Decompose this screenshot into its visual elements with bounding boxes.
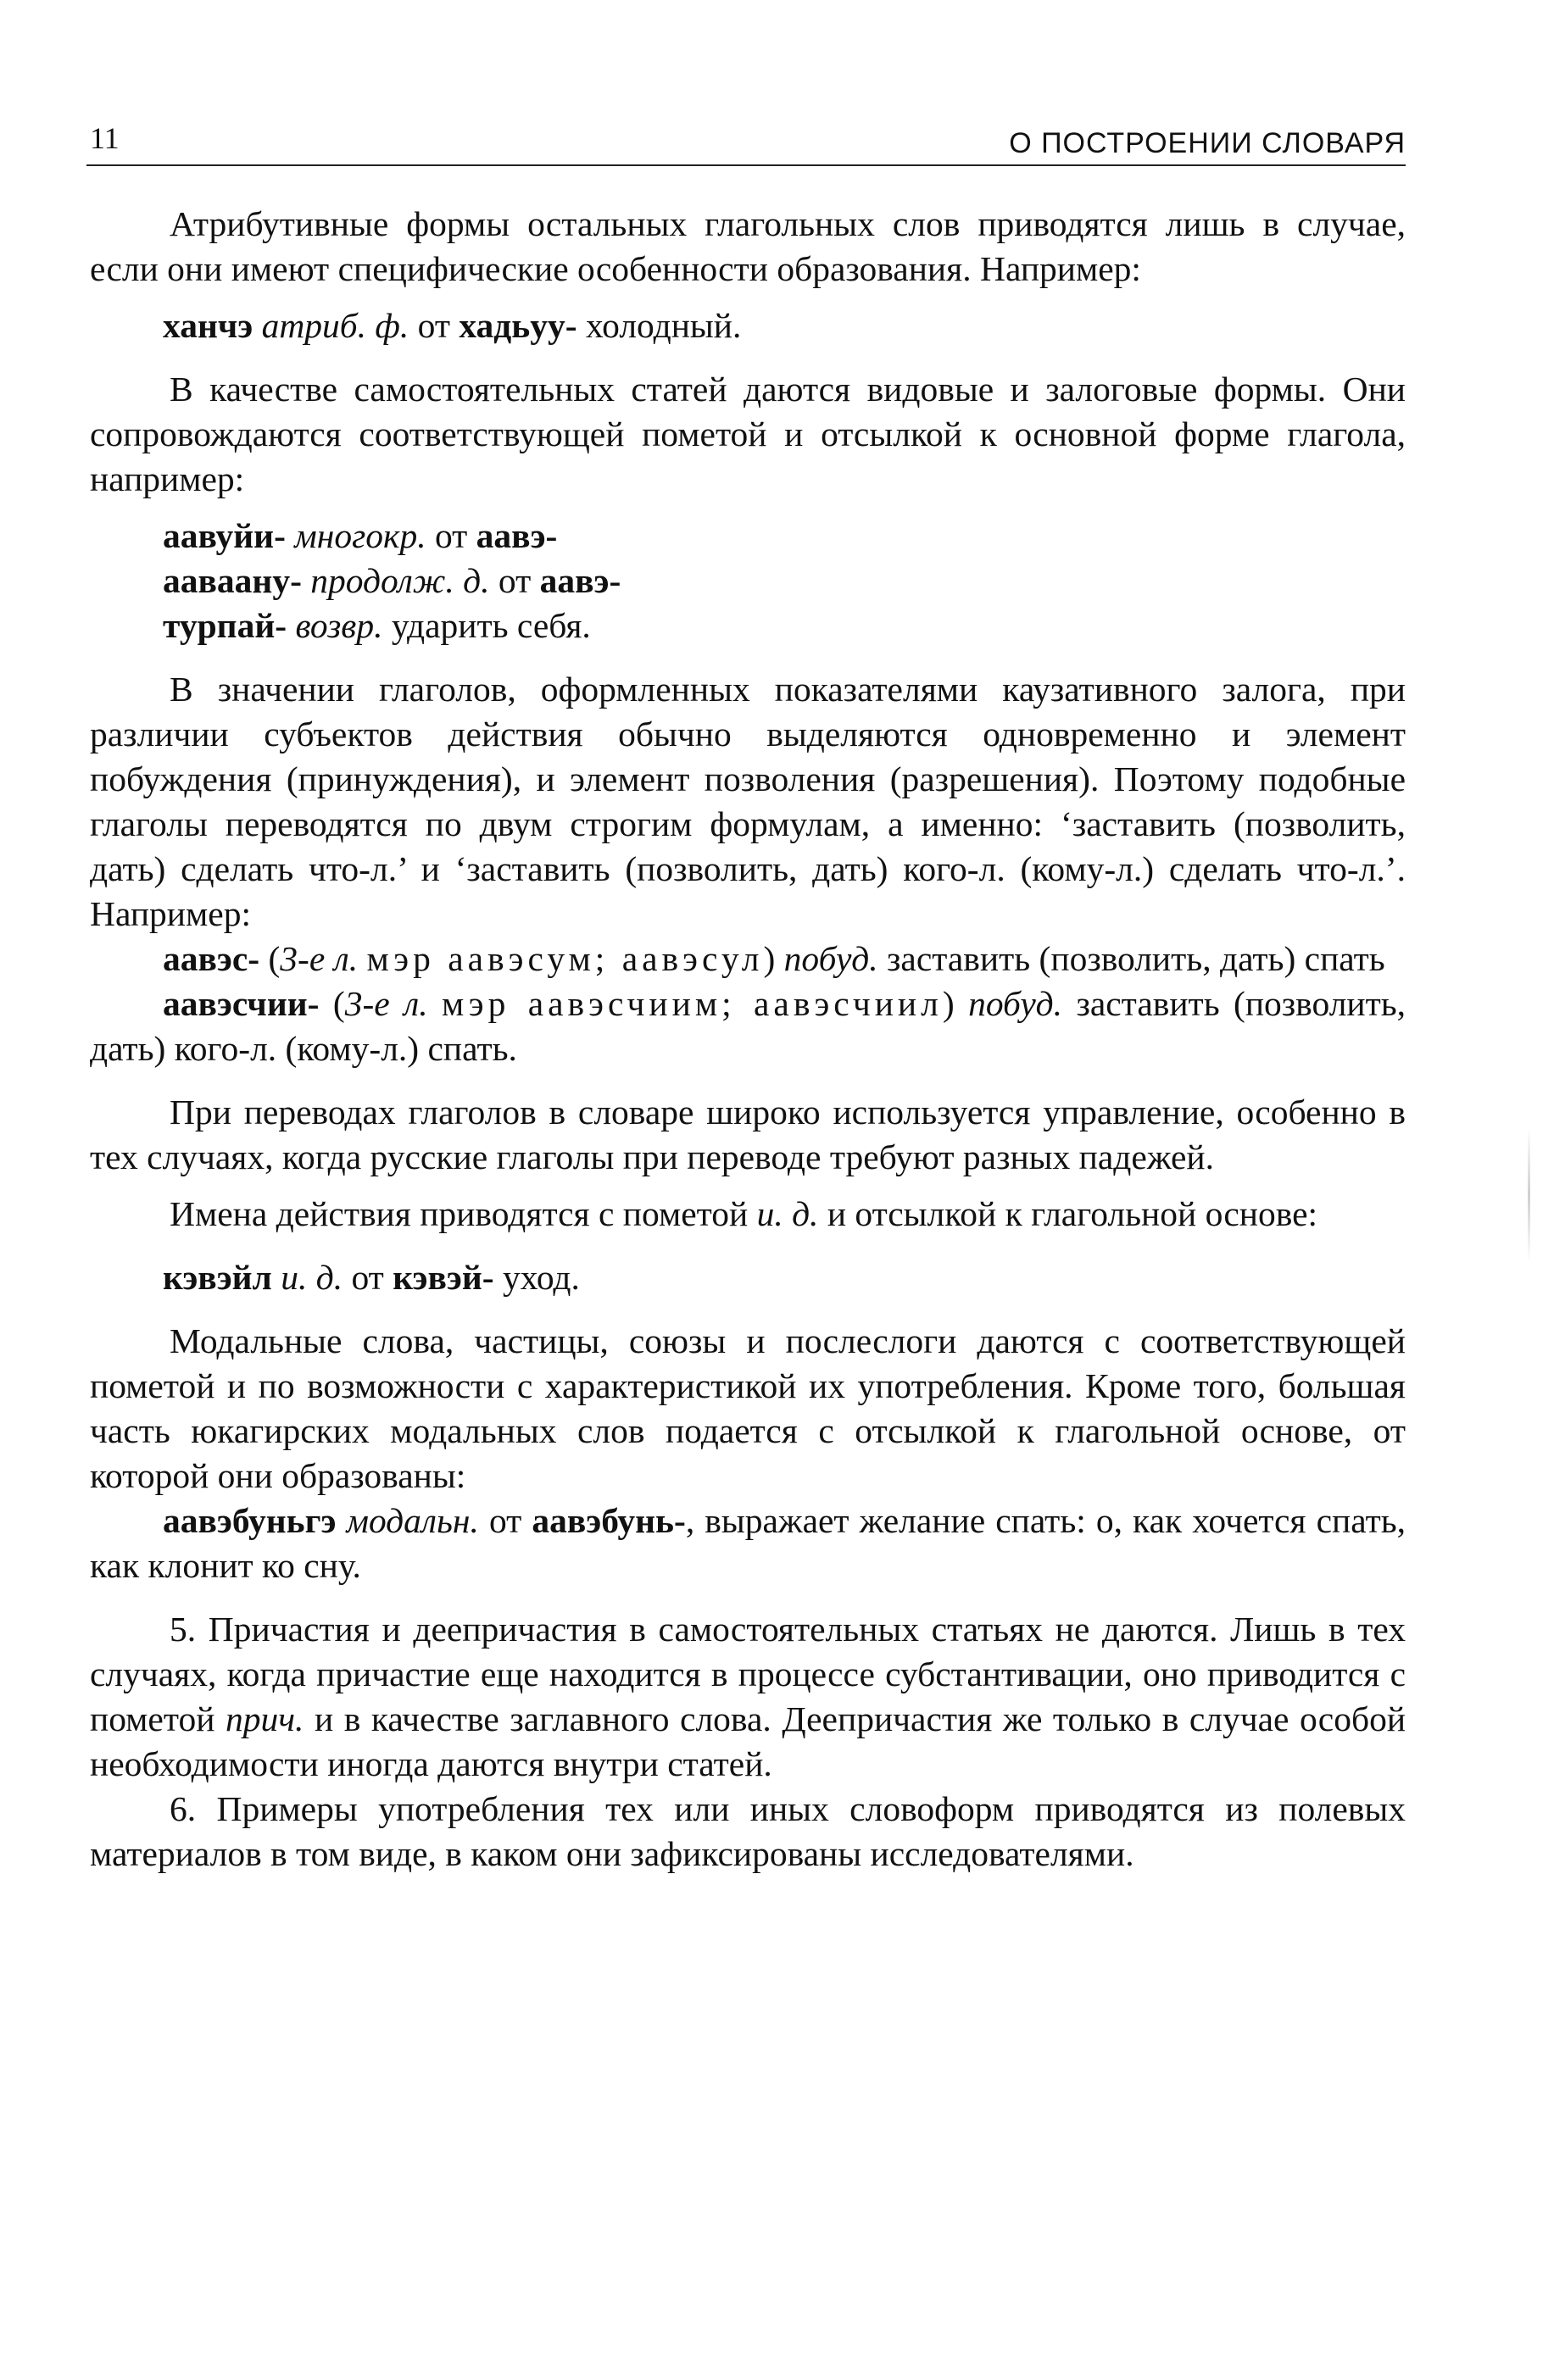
gloss: , выражает желание спать: о, как хочется спать, как клонит ко сну.	[90, 1501, 1406, 1585]
headword: аавaaну-	[163, 561, 302, 600]
running-head: О ПОСТРОЕНИИ СЛОВАРЯ	[1009, 127, 1406, 159]
reference-word: от	[417, 306, 450, 345]
text-segment: и отсылкой к глагольной основе:	[827, 1194, 1318, 1233]
grammar-mark: и. д.	[281, 1258, 343, 1297]
grammar-mark: побуд.	[968, 984, 1063, 1023]
headword: аавуйи-	[163, 516, 286, 555]
scan-artifact	[1528, 1127, 1530, 1263]
person-mark: 3-е л.	[280, 939, 359, 978]
inflected-forms: мэр аавэсум; аавэсул	[366, 939, 764, 978]
text-segment: 5. Причастия и деепричастия в самостоятельных статьях не даются. Лишь в тех случаях, когда причастие еще находится в процессе субстантивации, оно приводится с пометой	[90, 1610, 1406, 1738]
paragraph-participles	[90, 1607, 1406, 1787]
paragraph-aspect-voice-forms: В качестве самостоятельных статей даются видовые и залоговые формы. Они сопровождаются соответствующей пометой и отсылкой к основной форме глагола, например:	[90, 370, 1406, 498]
paragraph-government: При переводах глаголов в словаре широко используется управление, особенно в тех случаях, когда русские глаголы при переводе требуют разных падежей.	[90, 1093, 1406, 1176]
body-text	[90, 202, 1406, 1877]
headword: ханчэ	[163, 306, 253, 345]
base-word: кэвэй-	[393, 1258, 494, 1297]
grammar-mark: прич.	[225, 1699, 304, 1738]
text-segment: Имена действия приводятся с пометой	[170, 1194, 749, 1233]
paren-close: )	[763, 939, 776, 978]
example-item	[90, 603, 1406, 648]
paragraph-modal-words: Модальные слова, частицы, союзы и послеслоги даются с соответствующей пометой и по возможности с характеристикой их употребления. Кроме того, большая часть юкагирских модальных слов подается с отсылкой к глагольной основе, от которой они образованы:	[90, 1321, 1406, 1495]
gloss: ударить себя.	[391, 606, 591, 645]
paren-close: )	[942, 984, 955, 1023]
grammar-mark: побуд.	[783, 939, 878, 978]
headword: кэвэйл	[163, 1258, 272, 1297]
reference-word: от	[351, 1258, 384, 1297]
headword: аавэс-	[163, 939, 260, 978]
example-aaveschii	[90, 981, 1406, 1071]
example-aaves	[90, 937, 1406, 981]
gloss: заставить (позволить, дать) кого-л. (кому-л.) спать.	[90, 984, 1406, 1068]
base-word: аавэ-	[476, 516, 558, 555]
paren-open: (	[268, 939, 281, 978]
example-keveil	[90, 1255, 1406, 1300]
text-segment: и в качестве заглавного слова. Деепричастия же только в случае особой необходимости иногда даются внутри статей.	[90, 1699, 1406, 1783]
headword: аавэсчии-	[163, 984, 320, 1023]
reference-word: от	[434, 516, 468, 555]
base-word: аавэ-	[539, 561, 621, 600]
paragraph-action-names	[90, 1192, 1406, 1237]
example-khanche	[90, 303, 1406, 348]
person-mark: 3-е л.	[344, 984, 428, 1023]
grammar-mark: и. д.	[756, 1194, 819, 1233]
grammar-mark: многокр.	[294, 516, 426, 555]
example-list-aspect	[90, 514, 1406, 648]
page-number: 11	[90, 121, 120, 155]
grammar-mark: атриб. ф.	[261, 306, 409, 345]
page-header	[86, 120, 1406, 166]
example-aavebunge	[90, 1499, 1406, 1588]
paragraph-usage-examples: 6. Примеры употребления тех или иных словоформ приводятся из полевых материалов в том виде, в каком они зафиксированы исследователями.	[90, 1789, 1406, 1873]
reference-word: от	[488, 1501, 522, 1540]
headword: турпай-	[163, 606, 287, 645]
gloss: уход.	[502, 1258, 580, 1297]
reference-word: от	[498, 561, 532, 600]
base-word: хадьуу-	[459, 306, 577, 345]
paragraph-attributive-forms: Атрибутивные формы остальных глагольных слов приводятся лишь в случае, если они имеют специфические особенности образования. Например:	[90, 204, 1406, 288]
base-word: аавэбунь-	[532, 1501, 686, 1540]
example-item	[90, 559, 1406, 603]
paren-open: (	[332, 984, 345, 1023]
gloss: холодный.	[585, 306, 742, 345]
paragraph-causative: В значении глаголов, оформленных показателями каузативного залога, при различии субъектов действия обычно выделяются одновременно и элемент побуждения (принуждения), и элемент позволения (разрешения). Поэтому подобные глаголы переводятся по двум строгим формулам, а именно: ‘заставить (позволить, дать) сделать что-л.’ и ‘заставить (позволить, дать) кого-л. (кому-л.) сделать что-л.’. Например:	[90, 670, 1406, 933]
example-item	[90, 514, 1406, 559]
gloss: заставить (позволить, дать) спать	[887, 939, 1385, 978]
grammar-mark: продолж. д.	[310, 561, 490, 600]
grammar-mark: модальн.	[346, 1501, 479, 1540]
inflected-forms: мэр аавэсчиим; аавэсчиил	[441, 984, 943, 1023]
headword: аавэбуньгэ	[163, 1501, 337, 1540]
grammar-mark: возвр.	[295, 606, 383, 645]
